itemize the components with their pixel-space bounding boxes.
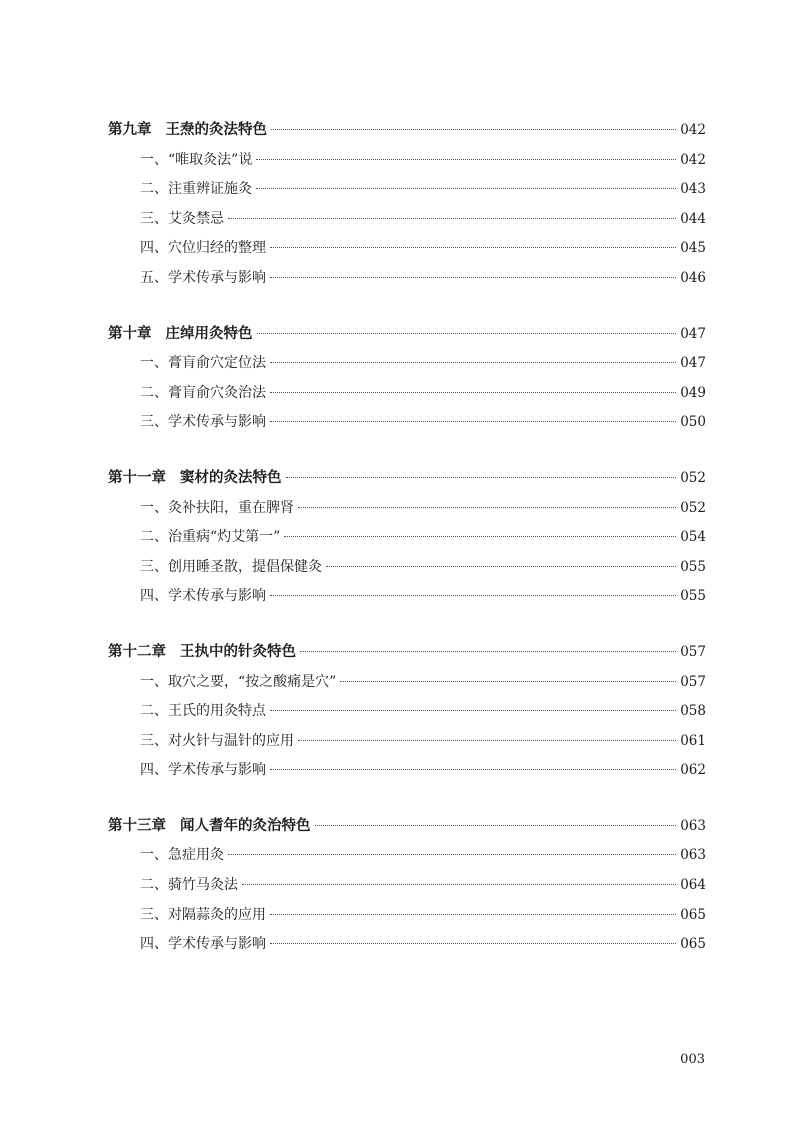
dot-leader bbox=[257, 333, 677, 334]
page-number: 062 bbox=[680, 762, 706, 779]
dot-leader bbox=[315, 825, 677, 826]
chapter-heading[interactable] bbox=[108, 116, 706, 146]
dot-leader bbox=[270, 277, 676, 278]
toc-entry[interactable] bbox=[108, 871, 706, 901]
chapter-title: 闻人耆年的灸治特色 bbox=[180, 817, 311, 834]
chapter-title: 窦材的灸法特色 bbox=[180, 469, 282, 486]
entry-label: 四、学术传承与影响 bbox=[140, 588, 266, 605]
toc-entry[interactable] bbox=[108, 264, 706, 294]
toc-entry[interactable] bbox=[108, 841, 706, 871]
dot-leader bbox=[270, 914, 676, 915]
dot-leader bbox=[270, 362, 676, 363]
toc-entry[interactable] bbox=[108, 901, 706, 931]
entry-label: 一、膏肓俞穴定位法 bbox=[140, 355, 266, 372]
dot-leader bbox=[270, 421, 676, 422]
dot-leader bbox=[298, 740, 676, 741]
dot-leader bbox=[340, 681, 676, 682]
dot-leader bbox=[256, 188, 676, 189]
chapter-number: 第十章 bbox=[108, 325, 152, 342]
toc-entry[interactable] bbox=[108, 494, 706, 524]
page-number: 063 bbox=[680, 847, 706, 864]
chapter-13 bbox=[108, 812, 706, 960]
dot-leader bbox=[271, 129, 676, 130]
dot-leader bbox=[326, 566, 676, 567]
chapter-heading[interactable] bbox=[108, 638, 706, 668]
entry-label: 二、治重病“灼艾第一” bbox=[140, 529, 281, 546]
page-number: 050 bbox=[680, 414, 706, 431]
entry-label: 三、学术传承与影响 bbox=[140, 414, 266, 431]
chapter-10 bbox=[108, 320, 706, 438]
entry-label: 四、学术传承与影响 bbox=[140, 936, 266, 953]
page-number: 047 bbox=[680, 325, 706, 342]
entry-label: 二、骑竹马灸法 bbox=[140, 877, 238, 894]
entry-label: 三、艾灸禁忌 bbox=[140, 210, 224, 227]
dot-leader bbox=[300, 651, 676, 652]
page-number: 061 bbox=[680, 732, 706, 749]
page-number: 057 bbox=[680, 643, 706, 660]
chapter-heading[interactable] bbox=[108, 812, 706, 842]
chapter-title: 庄绰用灸特色 bbox=[165, 325, 253, 342]
toc-entry[interactable] bbox=[108, 349, 706, 379]
dot-leader bbox=[270, 710, 676, 711]
page-number: 047 bbox=[680, 355, 706, 372]
entry-label: 四、学术传承与影响 bbox=[140, 762, 266, 779]
toc-entry[interactable] bbox=[108, 408, 706, 438]
chapter-title: 王执中的针灸特色 bbox=[180, 643, 296, 660]
entry-label: 五、学术传承与影响 bbox=[140, 269, 266, 286]
dot-leader bbox=[286, 477, 677, 478]
entry-label: 三、对隔蒜灸的应用 bbox=[140, 906, 266, 923]
page-number: 064 bbox=[680, 877, 706, 894]
chapter-11 bbox=[108, 464, 706, 612]
dot-leader bbox=[270, 769, 676, 770]
dot-leader bbox=[270, 943, 676, 944]
page-number: 055 bbox=[680, 588, 706, 605]
dot-leader bbox=[270, 247, 676, 248]
entry-label: 二、王氏的用灸特点 bbox=[140, 703, 266, 720]
chapter-12 bbox=[108, 638, 706, 786]
entry-label: 一、灸补扶阳，重在脾肾 bbox=[140, 499, 294, 516]
toc-entry[interactable] bbox=[108, 175, 706, 205]
page-number: 052 bbox=[680, 499, 706, 516]
toc-entry[interactable] bbox=[108, 379, 706, 409]
dot-leader bbox=[228, 218, 676, 219]
toc-entry[interactable] bbox=[108, 930, 706, 960]
page-number: 057 bbox=[680, 673, 706, 690]
dot-leader bbox=[242, 884, 676, 885]
dot-leader bbox=[270, 595, 676, 596]
page-number: 065 bbox=[680, 906, 706, 923]
page-number: 049 bbox=[680, 384, 706, 401]
page-number: 052 bbox=[680, 469, 706, 486]
toc-entry[interactable] bbox=[108, 205, 706, 235]
chapter-number: 第九章 bbox=[108, 122, 152, 138]
entry-label: 三、对火针与温针的应用 bbox=[140, 732, 294, 749]
dot-leader bbox=[298, 507, 676, 508]
chapter-heading[interactable] bbox=[108, 320, 706, 350]
page-number: 042 bbox=[680, 122, 706, 138]
page-number: 043 bbox=[680, 181, 706, 198]
entry-label: 一、急症用灸 bbox=[140, 847, 224, 864]
chapter-9 bbox=[108, 116, 706, 294]
page-number: 055 bbox=[680, 558, 706, 575]
page-number: 065 bbox=[680, 936, 706, 953]
page-number: 042 bbox=[680, 151, 706, 168]
dot-leader bbox=[228, 854, 676, 855]
entry-label: 二、膏肓俞穴灸治法 bbox=[140, 384, 266, 401]
toc-entry[interactable] bbox=[108, 146, 706, 176]
toc-entry[interactable] bbox=[108, 234, 706, 264]
dot-leader bbox=[270, 392, 676, 393]
toc-entry[interactable] bbox=[108, 756, 706, 786]
dot-leader bbox=[256, 159, 676, 160]
page-number: 044 bbox=[680, 210, 706, 227]
toc-entry[interactable] bbox=[108, 668, 706, 698]
toc-entry[interactable] bbox=[108, 697, 706, 727]
entry-label: 一、“唯取灸法”说 bbox=[140, 151, 253, 168]
entry-label: 二、注重辨证施灸 bbox=[140, 181, 252, 198]
page-number: 045 bbox=[680, 240, 706, 257]
toc-entry[interactable] bbox=[108, 523, 706, 553]
table-of-contents bbox=[108, 116, 706, 986]
page-number: 046 bbox=[680, 269, 706, 286]
chapter-number: 第十二章 bbox=[108, 643, 166, 660]
chapter-number: 第十三章 bbox=[108, 817, 166, 834]
entry-label: 三、创用睡圣散，提倡保健灸 bbox=[140, 558, 322, 575]
page-number: 063 bbox=[680, 817, 706, 834]
chapter-heading[interactable] bbox=[108, 464, 706, 494]
toc-entry[interactable] bbox=[108, 553, 706, 583]
toc-entry[interactable] bbox=[108, 582, 706, 612]
page-folio: 003 bbox=[680, 1052, 705, 1067]
toc-entry[interactable] bbox=[108, 727, 706, 757]
page-number: 054 bbox=[680, 529, 706, 546]
page-number: 058 bbox=[680, 703, 706, 720]
entry-label: 一、取穴之要，“按之酸痛是穴” bbox=[140, 673, 337, 690]
entry-label: 四、穴位归经的整理 bbox=[140, 240, 266, 257]
chapter-title: 王焘的灸法特色 bbox=[165, 122, 267, 138]
chapter-number: 第十一章 bbox=[108, 469, 166, 486]
dot-leader bbox=[284, 536, 676, 537]
